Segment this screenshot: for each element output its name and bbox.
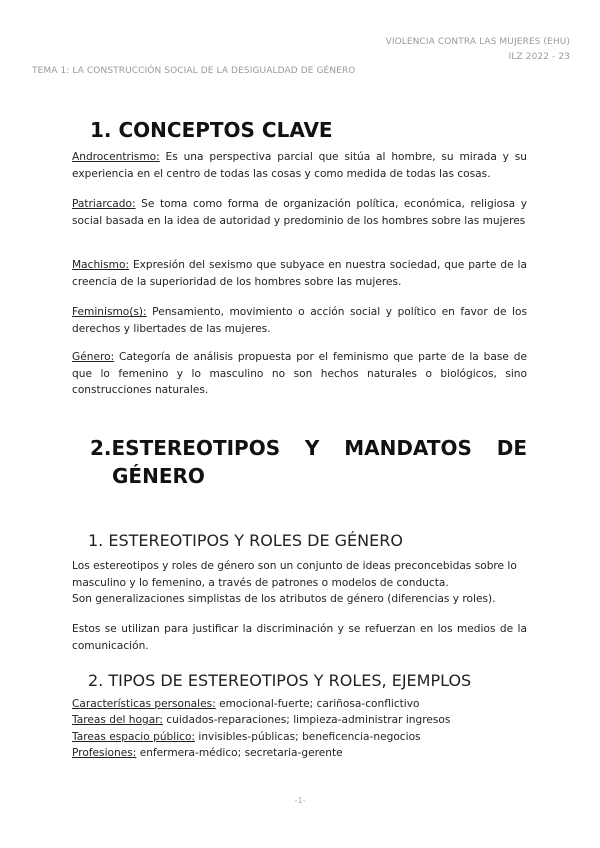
item-text: invisibles-públicas; beneficencia-negocios	[195, 730, 421, 743]
concept-text: Categoría de análisis propuesta por el feminismo que parte de la base de que lo femenino y lo masculino no son hechos naturales o biológicos, sino construcciones naturales.	[72, 351, 527, 397]
page-number: -1-	[294, 796, 306, 805]
concept-text: Es una perspectiva parcial que sitúa al hombre, su mirada y su experiencia en el centro de todas las cosas y como medida de todas las cosas.	[72, 151, 527, 180]
subsection1-para2	[72, 621, 527, 654]
para-text: Son generalizaciones simplistas de los atributos de género (diferencias y roles).	[72, 593, 496, 606]
concept-androcentrismo	[72, 149, 527, 182]
subsection1-title: 1. ESTEREOTIPOS Y ROLES DE GÉNERO	[88, 531, 403, 550]
para-text: Los estereotipos y roles de género son un conjunto de ideas preconcebidas sobre lo masculino y lo femenino, a través de patrones o modelos de conducta.	[72, 560, 517, 589]
item-text: cuidados-reparaciones; limpieza-administrar ingresos	[162, 714, 451, 727]
header-course: VIOLENCIA CONTRA LAS MUJERES (EHU)	[385, 37, 570, 47]
concept-term: Machismo:	[72, 259, 130, 271]
concept-text: Expresión del sexismo que subyace en nuestra sociedad, que parte de la creencia de la superioridad de los hombres sobre las mujeres.	[72, 259, 527, 288]
concept-text: Pensamiento, movimiento o acción social y político en favor de los derechos y libertades de las mujeres.	[72, 306, 527, 335]
list-item	[72, 712, 450, 728]
section2-title-line1: 2.ESTEREOTIPOS Y MANDATOS DE	[90, 436, 527, 460]
list-item	[72, 729, 450, 745]
para-text: Estos se utilizan para justificar la discriminación y se refuerzan en los medios de la comunicación.	[72, 623, 527, 652]
concept-feminismo	[72, 304, 527, 337]
item-term: Características personales:	[72, 698, 216, 710]
subsection2-title: 2. TIPOS DE ESTEREOTIPOS Y ROLES, EJEMPLOS	[88, 671, 472, 690]
concept-genero	[72, 349, 527, 399]
item-text: emocional-fuerte; cariñosa-conflictivo	[215, 698, 420, 710]
item-term: Profesiones:	[72, 746, 137, 759]
section1-title: 1. CONCEPTOS CLAVE	[90, 118, 333, 142]
item-term: Tareas espacio público:	[72, 730, 196, 743]
section2-title-line2: GÉNERO	[112, 464, 205, 488]
examples-list	[72, 696, 450, 761]
subsection1-para1	[72, 558, 527, 608]
concept-term: Patriarcado:	[72, 198, 136, 210]
concept-text: Se toma como forma de organización política, económica, religiosa y social basada en la idea de autoridad y predominio de los hombres sobre las mujeres	[72, 198, 527, 227]
list-item	[72, 745, 450, 761]
header-year: ILZ 2022 - 23	[508, 52, 570, 62]
item-term: Tareas del hogar:	[72, 714, 163, 727]
concept-term: Género:	[72, 351, 115, 363]
header-topic: TEMA 1: LA CONSTRUCCIÓN SOCIAL DE LA DESIGUALDAD DE GÉNERO	[32, 66, 356, 76]
concept-patriarcado	[72, 196, 527, 229]
list-item	[72, 696, 450, 712]
concept-machismo	[72, 257, 527, 290]
concept-term: Feminismo(s):	[72, 306, 147, 318]
item-text: enfermera-médico; secretaria-gerente	[136, 746, 343, 759]
concept-term: Androcentrismo:	[72, 151, 160, 163]
